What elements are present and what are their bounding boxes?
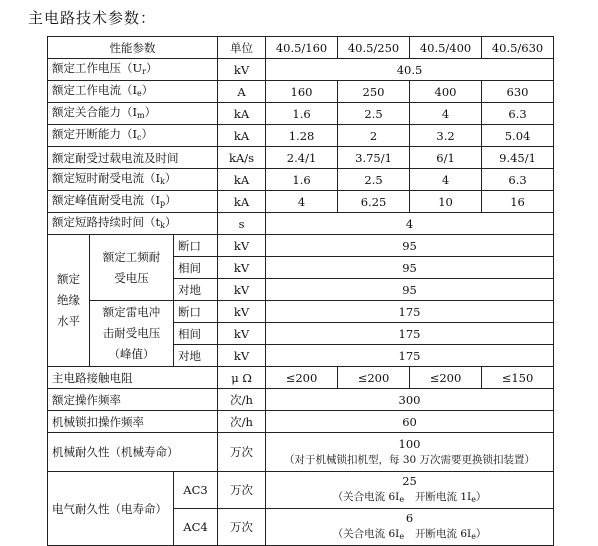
elec-close-paren: ） bbox=[475, 490, 487, 503]
param-label bbox=[48, 81, 218, 103]
param-row bbox=[48, 81, 554, 103]
param-value: 16 bbox=[482, 191, 554, 213]
insulation-label: 额定绝缘水平 bbox=[48, 235, 90, 367]
param-value: 1.6 bbox=[266, 169, 338, 191]
param-unit: μ Ω bbox=[218, 367, 266, 389]
param-row bbox=[48, 169, 554, 191]
param-unit: 万次 bbox=[218, 433, 266, 472]
label-text: ） bbox=[164, 170, 177, 185]
label-text: 额定工作电压（U bbox=[52, 60, 143, 75]
insulation-value: 175 bbox=[266, 301, 554, 323]
elec-value bbox=[266, 472, 554, 509]
header-param: 性能参数 bbox=[48, 37, 218, 59]
mech-note: （对于机械锁扣机型，每 30 万次需要更换锁扣装置） bbox=[284, 453, 536, 466]
label-subscript: r bbox=[142, 66, 147, 76]
elec-unit: 万次 bbox=[218, 472, 266, 509]
param-value: 4 bbox=[410, 169, 482, 191]
param-label bbox=[48, 169, 218, 191]
insulation-kind: 对地 bbox=[174, 345, 218, 367]
insulation-unit: kV bbox=[218, 257, 266, 279]
insulation-kind: 断口 bbox=[174, 235, 218, 257]
label-text: 额定峰值耐受电流（I bbox=[52, 192, 161, 207]
frequency-row bbox=[48, 411, 554, 433]
param-label bbox=[48, 125, 218, 147]
resistance-row bbox=[48, 367, 554, 389]
insulation-unit: kV bbox=[218, 235, 266, 257]
insulation-unit: kV bbox=[218, 323, 266, 345]
label-text: ） bbox=[146, 60, 158, 75]
param-row bbox=[48, 125, 554, 147]
elec-category: AC4 bbox=[174, 509, 218, 546]
param-unit: A bbox=[218, 81, 266, 103]
insulation-kind: 断口 bbox=[174, 301, 218, 323]
param-label bbox=[48, 59, 218, 81]
param-value: 10 bbox=[410, 191, 482, 213]
param-value: 40.5 bbox=[266, 59, 554, 81]
page-title: 主电路技术参数： bbox=[28, 9, 157, 27]
elec-value-number: 6 bbox=[405, 510, 414, 525]
param-row bbox=[48, 59, 554, 81]
label-subscript: c bbox=[137, 132, 142, 142]
label-text: ） bbox=[164, 214, 177, 229]
param-value: 6.3 bbox=[482, 169, 554, 191]
insulation-group-label: 额定雷电冲击耐受电压（峰值） bbox=[90, 301, 174, 367]
elec-row bbox=[48, 472, 554, 509]
mech-row bbox=[48, 433, 554, 472]
param-value: 300 bbox=[266, 389, 554, 411]
elec-subscript: e bbox=[399, 531, 405, 541]
param-value: 2 bbox=[338, 125, 410, 147]
param-value: ≤200 bbox=[410, 367, 482, 389]
param-unit: kV bbox=[218, 59, 266, 81]
elec-value bbox=[266, 509, 554, 546]
insulation-group-label: 额定工频耐受电压 bbox=[90, 235, 174, 301]
param-value: 2.5 bbox=[338, 103, 410, 125]
param-value: 630 bbox=[482, 81, 554, 103]
param-row bbox=[48, 103, 554, 125]
param-value: 2.4/1 bbox=[266, 147, 338, 169]
param-label bbox=[48, 191, 218, 213]
insulation-row bbox=[48, 235, 554, 257]
label-subscript: k bbox=[160, 220, 165, 230]
label-subscript: m bbox=[137, 110, 145, 120]
param-row bbox=[48, 147, 554, 169]
elec-open-current: 开断电流 6I bbox=[415, 527, 472, 540]
param-value: 3.2 bbox=[410, 125, 482, 147]
elec-open-current: 开断电流 1I bbox=[415, 490, 472, 503]
param-value: 4 bbox=[266, 213, 554, 235]
insulation-value: 95 bbox=[266, 257, 554, 279]
param-value: 160 bbox=[266, 81, 338, 103]
insulation-kind: 相间 bbox=[174, 323, 218, 345]
param-value: ≤200 bbox=[338, 367, 410, 389]
header-model: 40.5/160 bbox=[266, 37, 338, 59]
param-unit: kA bbox=[218, 103, 266, 125]
param-label bbox=[48, 147, 218, 169]
insulation-unit: kV bbox=[218, 279, 266, 301]
label-subscript: p bbox=[160, 198, 166, 208]
label-text: ） bbox=[144, 104, 157, 119]
param-value: 400 bbox=[410, 81, 482, 103]
insulation-value: 175 bbox=[266, 323, 554, 345]
insulation-value: 175 bbox=[266, 345, 554, 367]
param-value: 1.28 bbox=[266, 125, 338, 147]
param-value: 60 bbox=[266, 411, 554, 433]
param-unit: kA bbox=[218, 169, 266, 191]
param-value: ≤200 bbox=[266, 367, 338, 389]
param-value: 1.6 bbox=[266, 103, 338, 125]
param-label: 主电路接触电阻 bbox=[48, 367, 218, 389]
param-value: 6.3 bbox=[482, 103, 554, 125]
insulation-kind: 相间 bbox=[174, 257, 218, 279]
header-model: 40.5/630 bbox=[482, 37, 554, 59]
param-unit: kA bbox=[218, 191, 266, 213]
tech-params-table bbox=[47, 36, 554, 546]
insulation-unit: kV bbox=[218, 345, 266, 367]
insulation-kind: 对地 bbox=[174, 279, 218, 301]
param-label: 机械耐久性（机械寿命） bbox=[48, 433, 218, 472]
insulation-row bbox=[48, 301, 554, 323]
mech-value bbox=[266, 433, 554, 472]
insulation-value: 95 bbox=[266, 235, 554, 257]
param-value: 4 bbox=[266, 191, 338, 213]
elec-subscript: e bbox=[471, 531, 476, 541]
label-text: ） bbox=[165, 192, 177, 207]
param-unit: 次/h bbox=[218, 411, 266, 433]
label-subscript: k bbox=[160, 176, 165, 186]
label-subscript: e bbox=[137, 88, 142, 98]
label-text: 额定耐受过载电流及时间 bbox=[52, 150, 179, 165]
param-row bbox=[48, 213, 554, 235]
header-unit: 单位 bbox=[218, 37, 266, 59]
insulation-unit: kV bbox=[218, 301, 266, 323]
label-text: 额定工作电流（I bbox=[52, 82, 138, 97]
param-unit: s bbox=[218, 213, 266, 235]
elec-value-number: 25 bbox=[402, 473, 417, 488]
header-model: 40.5/400 bbox=[410, 37, 482, 59]
label-text: 额定关合能力（I bbox=[52, 104, 138, 119]
param-value: ≤150 bbox=[482, 367, 554, 389]
param-value: 6/1 bbox=[410, 147, 482, 169]
header-model: 40.5/250 bbox=[338, 37, 410, 59]
param-label bbox=[48, 213, 218, 235]
param-label bbox=[48, 103, 218, 125]
label-text: ） bbox=[141, 82, 154, 97]
elec-category: AC3 bbox=[174, 472, 218, 509]
param-value: 6.25 bbox=[338, 191, 410, 213]
elec-subscript: e bbox=[471, 494, 476, 504]
header-row bbox=[48, 37, 554, 59]
label-text: 额定开断能力（I bbox=[52, 126, 138, 141]
param-value: 5.04 bbox=[482, 125, 554, 147]
param-unit: 次/h bbox=[218, 389, 266, 411]
param-label: 机械锁扣操作频率 bbox=[48, 411, 218, 433]
elec-close-paren: ） bbox=[475, 527, 487, 540]
insulation-value: 95 bbox=[266, 279, 554, 301]
param-value: 3.75/1 bbox=[338, 147, 410, 169]
param-row bbox=[48, 191, 554, 213]
param-value: 2.5 bbox=[338, 169, 410, 191]
param-unit: kA bbox=[218, 125, 266, 147]
frequency-row bbox=[48, 389, 554, 411]
param-value: 250 bbox=[338, 81, 410, 103]
param-label: 额定操作频率 bbox=[48, 389, 218, 411]
elec-subscript: e bbox=[399, 494, 405, 504]
label-text: 额定短路持续时间（t bbox=[52, 214, 161, 229]
elec-close-current: （关合电流 6I bbox=[332, 527, 400, 540]
param-value: 9.45/1 bbox=[482, 147, 554, 169]
param-value: 4 bbox=[410, 103, 482, 125]
mech-value-number: 100 bbox=[398, 436, 421, 451]
label-text: ） bbox=[141, 126, 154, 141]
label-text: 额定短时耐受电流（I bbox=[52, 170, 161, 185]
elec-close-current: （关合电流 6I bbox=[332, 490, 400, 503]
elec-label: 电气耐久性（电寿命） bbox=[48, 472, 174, 546]
param-unit: kA/s bbox=[218, 147, 266, 169]
elec-unit: 万次 bbox=[218, 509, 266, 546]
